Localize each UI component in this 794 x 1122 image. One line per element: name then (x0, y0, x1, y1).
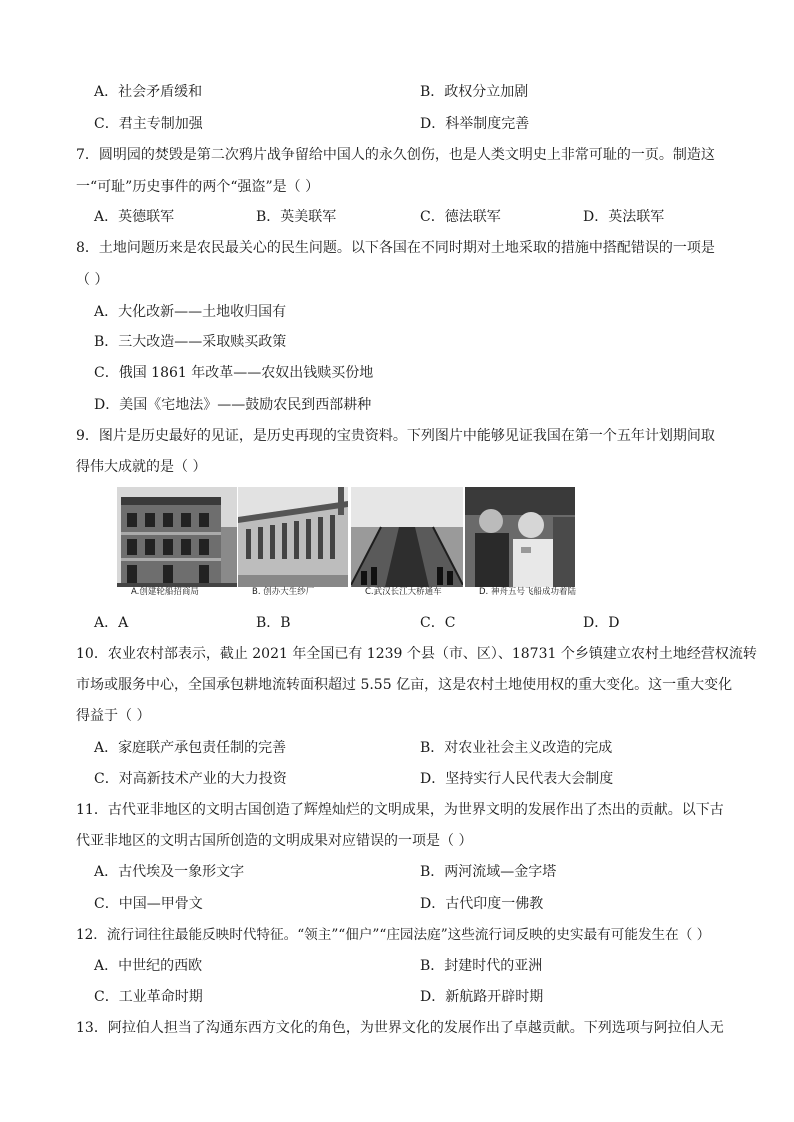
q9-photo-a-caption: A.创建轮船招商局 (131, 587, 199, 597)
q9-option-d: D．D (583, 615, 620, 631)
q10-stem-line-1: 10．农业农村部表示，截止 2021 年全国已有 1239 个县（市、区）、18731 个乡镇建立农村土地经营权流转 (76, 646, 757, 662)
q9-stem-line-2: 得伟大成就的是（ ） (76, 459, 207, 475)
q9-option-a: A．A (94, 615, 129, 631)
q12-option-b: B．封建时代的亚洲 (420, 958, 543, 974)
q13-stem-line-1: 13．阿拉伯人担当了沟通东西方文化的角色，为世界文化的发展作出了卓越贡献。下列选项与阿拉伯人无 (76, 1020, 724, 1036)
q7-option-b: B．英美联军 (256, 209, 337, 225)
q9-photo-strip (117, 487, 575, 605)
q9-photo-b (238, 487, 348, 605)
q9-photo-c-caption: C.武汉长江大桥通车 (365, 587, 442, 597)
q9-option-b: B．B (256, 615, 291, 631)
q7-option-a: A．英德联军 (94, 209, 175, 225)
q11-option-d: D．古代印度一佛教 (420, 896, 544, 912)
q8-option-b: B．三大改造——采取赎买政策 (94, 334, 287, 350)
q8-option-a: A．大化改新——土地收归国有 (94, 304, 287, 320)
q9-option-c: C．C (420, 615, 456, 631)
q12-option-a: A．中世纪的西欧 (94, 958, 203, 974)
q11-option-a: A．古代埃及一象形文字 (94, 864, 245, 880)
q9-stem-line-1: 9．图片是历史最好的见证，是历史再现的宝贵资料。下列图片中能够见证我国在第一个五年计划期间取 (76, 428, 715, 444)
q6-option-c: C．君主专制加强 (94, 116, 203, 132)
q11-stem-line-1: 11．古代亚非地区的文明古国创造了辉煌灿烂的文明成果，为世界文明的发展作出了杰出的贡献。以下古 (76, 802, 724, 818)
q7-option-d: D．英法联军 (583, 209, 665, 225)
q9-photo-d (465, 487, 575, 605)
q11-stem-line-2: 代亚非地区的文明古国所创造的文明成果对应错误的一项是（ ） (76, 833, 473, 849)
q10-option-c: C．对高新技术产业的大力投资 (94, 771, 287, 787)
q12-option-c: C．工业革命时期 (94, 989, 203, 1005)
q8-stem-line-1: 8．土地问题历来是农民最关心的民生问题。以下各国在不同时期对土地采取的措施中搭配错误的一项是 (76, 240, 715, 256)
q7-stem-line-2: 一“可耻”历史事件的两个“强盗”是（ ） (76, 179, 320, 195)
q6-option-d: D．科举制度完善 (420, 116, 530, 132)
q10-option-d: D．坚持实行人民代表大会制度 (420, 771, 614, 787)
q10-option-a: A．家庭联产承包责任制的完善 (94, 740, 287, 756)
q10-option-b: B．对农业社会主义改造的完成 (420, 740, 613, 756)
q9-photo-a (117, 487, 237, 605)
q9-photo-c (351, 487, 463, 605)
q10-stem-line-3: 得益于（ ） (76, 708, 151, 724)
q8-stem-line-2: （ ） (76, 272, 109, 288)
q11-option-b: B．两河流域—金字塔 (420, 864, 557, 880)
q8-option-d: D．美国《宅地法》——鼓励农民到西部耕种 (94, 397, 372, 413)
q12-option-d: D．新航路开辟时期 (420, 989, 544, 1005)
q10-stem-line-2: 市场或服务中心，全国承包耕地流转面积超过 5.55 亿亩，这是农村土地使用权的重大变化。这一重大变化 (76, 677, 733, 693)
q9-photo-d-caption: D. 神舟五号飞船成功着陆 (479, 587, 576, 597)
q6-option-b: B．政权分立加剧 (420, 84, 529, 100)
q6-option-a: A．社会矛盾缓和 (94, 84, 203, 100)
q11-option-c: C．中国—甲骨文 (94, 896, 203, 912)
q7-option-c: C．德法联军 (420, 209, 501, 225)
q8-option-c: C．俄国 1861 年改革——农奴出钱赎买份地 (94, 365, 374, 381)
q12-stem-line-1: 12．流行词往往最能反映时代特征。“领主”“佃户”“庄园法庭”这些流行词反映的史实最有可能发生在（ ） (76, 927, 711, 943)
q9-photo-b-caption: B. 创办大生纱厂 (252, 587, 315, 597)
q7-stem-line-1: 7．圆明园的焚毁是第二次鸦片战争留给中国人的永久创伤，也是人类文明史上非常可耻的一页。制造这 (76, 147, 715, 163)
